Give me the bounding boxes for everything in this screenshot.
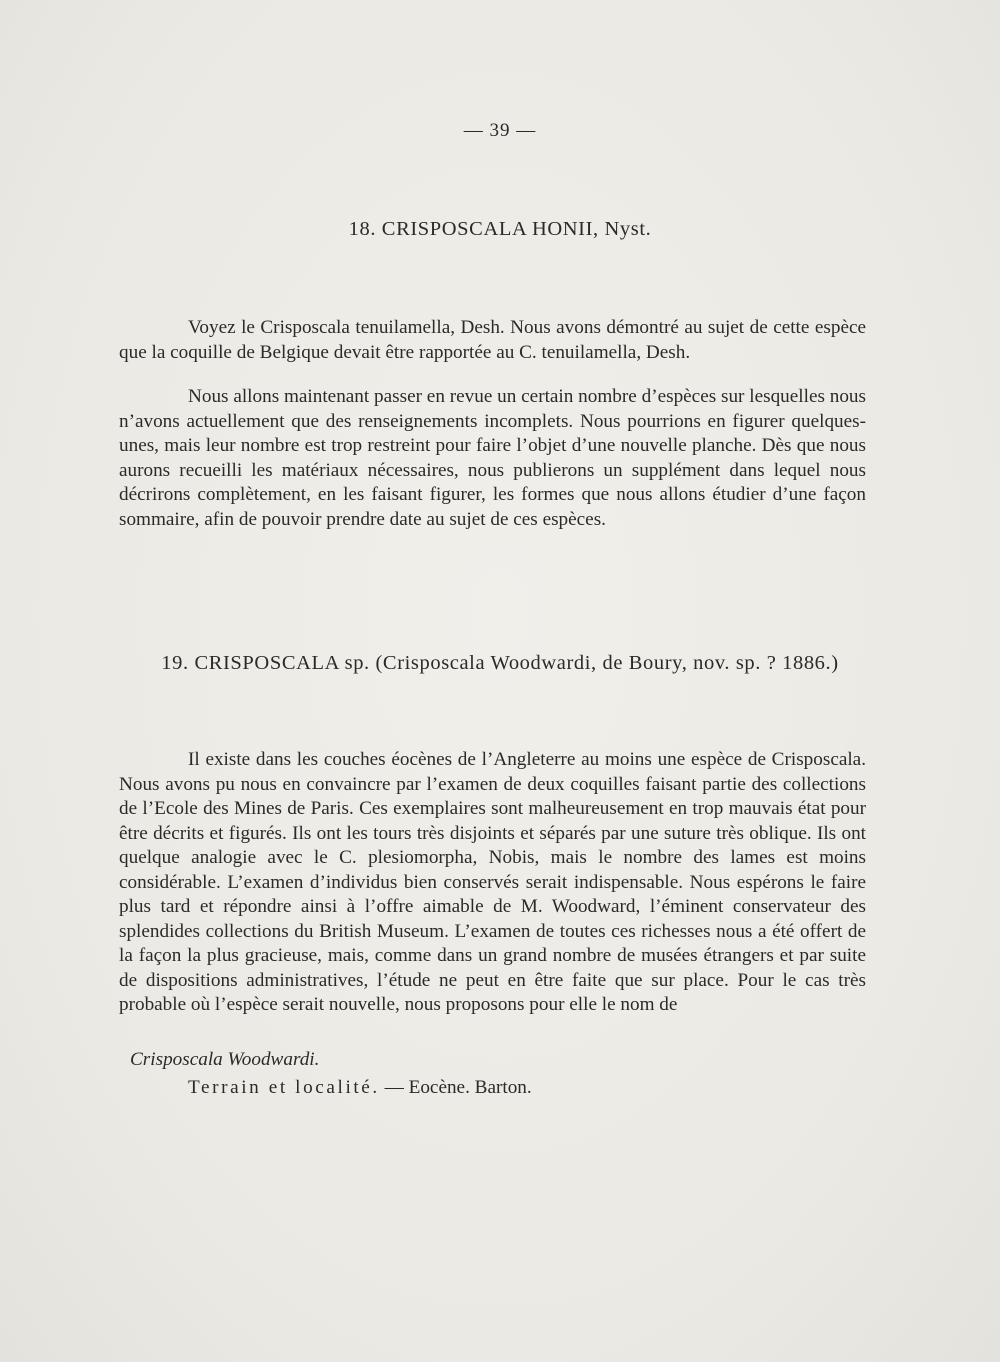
terrain-label: Terrain et localité. — [188, 1077, 380, 1098]
species-name: Crisposcala Woodwardi. — [130, 1049, 320, 1070]
paragraph-text: Voyez le Crisposcala tenuilamella, Desh. Nous avons démontré au sujet de cette espèce que la coquille de Belgique devait être rapportée au C. tenuilamella, Desh. — [119, 317, 866, 363]
section-heading-19: 19. CRISPOSCALA sp. (Crisposcala Woodwardi, de Boury, nov. sp. ? 1886.) — [161, 652, 839, 674]
paragraph-text: Il existe dans les couches éocènes de l’Angleterre au moins une espèce de Crisposcala. Nous avons pu nous en convaincre par l’examen de deux coquilles faisant partie des collections de l’Ecole des Mines de Paris. Ces exemplaires sont malheureusement en trop mauvais état pour être décrits et figurés. Ils ont les tours très disjoints et séparés par une suture très oblique. Ils ont quelque analogie avec le C. plesiomorpha, Nobis, mais le nombre des lames est moins considérable. L’examen d’individus bien conservés serait indispensable. Nous espérons le faire plus tard et répondre ainsi à l’offre aimable de M. Woodward, l’éminent conservateur des splendides collections du British Museum. L’examen de toutes ces richesses nous a été offert de la façon la plus gracieuse, mais, comme dans un grand nombre de musées étrangers et par suite de dispositions administratives, l’étude ne peut en être faite que sur place. Pour le cas très probable où l’espèce serait nouvelle, nous proposons pour elle le nom de — [119, 749, 866, 1015]
terrain-value: — Eocène. Barton. — [384, 1077, 532, 1098]
section-heading-18: 18. CRISPOSCALA HONII, Nyst. — [348, 218, 652, 240]
paragraph-voyez — [119, 316, 866, 365]
paragraph-text: Nous allons maintenant passer en revue un certain nombre d’espèces sur lesquelles nous n’avons actuellement que des renseignements incomplets. Nous pourrions en figurer quelques-unes, mais leur nombre est trop restreint pour faire l’objet d’une nouvelle planche. Dès que nous aurons recueilli les matériaux nécessaires, nous publierons un supplément dans lequel nous décrirons complètement, en les faisant figurer, les formes que nous allons étudier d’une façon sommaire, afin de pouvoir prendre date au sujet de ces espèces. — [119, 386, 866, 530]
paragraph-nous-allons — [119, 385, 866, 532]
terrain-line — [188, 1077, 532, 1099]
paragraph-il-existe — [119, 748, 866, 1018]
page-number: — 39 — — [463, 120, 537, 141]
